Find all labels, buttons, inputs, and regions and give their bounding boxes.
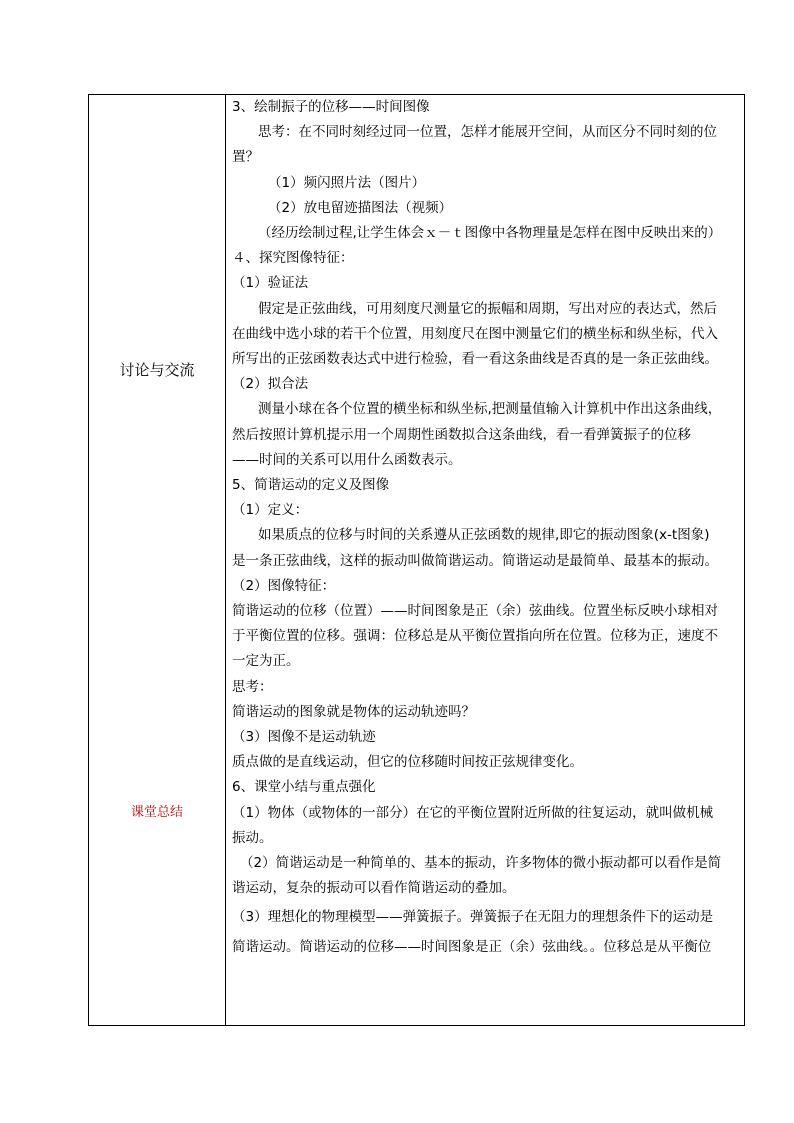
text-line: （经历绘制过程,让学生体会ｘ－ｔ图像中各物理量是怎样在图中反映出来的） <box>258 225 722 242</box>
text-line: 如果质点的位移与时间的关系遵从正弦函数的规律,即它的振动图象(x-t图象) <box>258 527 710 544</box>
text-line: 假定是正弦曲线，可用刻度尺测量它的振幅和周期，写出对应的表达式，然后 <box>258 300 717 317</box>
section-label-discussion: 讨论与交流 <box>119 361 195 379</box>
subheading: （3）图像不是运动轨迹 <box>232 729 376 746</box>
left-column <box>89 95 226 1025</box>
subheading: （2）拟合法 <box>232 376 309 393</box>
text-line: 所写出的正弦函数表达式中进行检验，看一看这条曲线是否真的是一条正弦曲线。 <box>232 351 718 368</box>
text-line: （1）物体（或物体的一部分）在它的平衡位置附近所做的往复运动，就叫做机械 <box>232 804 714 821</box>
heading-5: 5、简谐运动的定义及图像 <box>232 477 390 494</box>
text-line: （2）简谐运动是一种简单的、基本的振动，许多物体的微小振动都可以看作是简 <box>240 855 722 872</box>
text-line: 谐运动，复杂的振动可以看作简谐运动的叠加。 <box>232 880 516 897</box>
text-line: 测量小球在各个位置的横坐标和纵坐标,把测量值输入计算机中作出这条曲线， <box>258 401 722 418</box>
subheading: （1）验证法 <box>232 275 309 292</box>
lesson-table <box>88 94 745 1026</box>
text-line: 振动。 <box>232 829 273 846</box>
text-line: 然后按照计算机提示用一个周期性函数拟合这条曲线，看一看弹簧振子的位移 <box>232 426 691 443</box>
text-line: 置？ <box>232 149 259 166</box>
text-line: 思考： <box>232 678 273 695</box>
text-line: 简谐运动的图象就是物体的运动轨迹吗？ <box>232 703 475 720</box>
text-line: （1）频闪照片法（图片） <box>268 174 426 191</box>
text-line: 质点做的是直线运动，但它的位移随时间按正弦规律变化。 <box>232 754 583 771</box>
text-line: 在曲线中选小球的若干个位置，用刻度尺在图中测量它们的横坐标和纵坐标，代入 <box>232 325 718 342</box>
section-label-summary: 课堂总结 <box>130 805 183 820</box>
text-line: 简谐运动。简谐运动的位移——时间图象是正（余）弦曲线。。位移总是从平衡位 <box>232 938 712 955</box>
subheading: （2）图像特征： <box>232 577 336 594</box>
subheading: （1）定义： <box>232 502 309 519</box>
heading-3: 3、绘制振子的位移——时间图像 <box>232 99 430 115</box>
text-line: 是一条正弦曲线，这样的振动叫做简谐运动。简谐运动是最简单、最基本的振动。 <box>232 552 718 569</box>
text-line: ——时间的关系可以用什么函数表示。 <box>232 451 462 468</box>
text-line: 一定为正。 <box>232 653 300 670</box>
text-line: （2）放电留迹描图法（视频） <box>268 199 453 216</box>
text-line: （3）理想化的物理模型——弹簧振子。弹簧振子在无阻力的理想条件下的运动是 <box>232 908 714 925</box>
content-cell <box>232 95 742 962</box>
text-line: 于平衡位置的位移。强调：位移总是从平衡位置指向所在位置。位移为正，速度不 <box>232 628 718 645</box>
heading-4: ４、探究图像特征： <box>232 250 354 267</box>
heading-6: 6、课堂小结与重点强化 <box>232 779 376 796</box>
text-line: 简谐运动的位移（位置）——时间图象是正（余）弦曲线。位置坐标反映小球相对 <box>232 603 718 620</box>
text-line: 思考：在不同时刻经过同一位置，怎样才能展开空间，从而区分不同时刻的位 <box>258 124 717 141</box>
